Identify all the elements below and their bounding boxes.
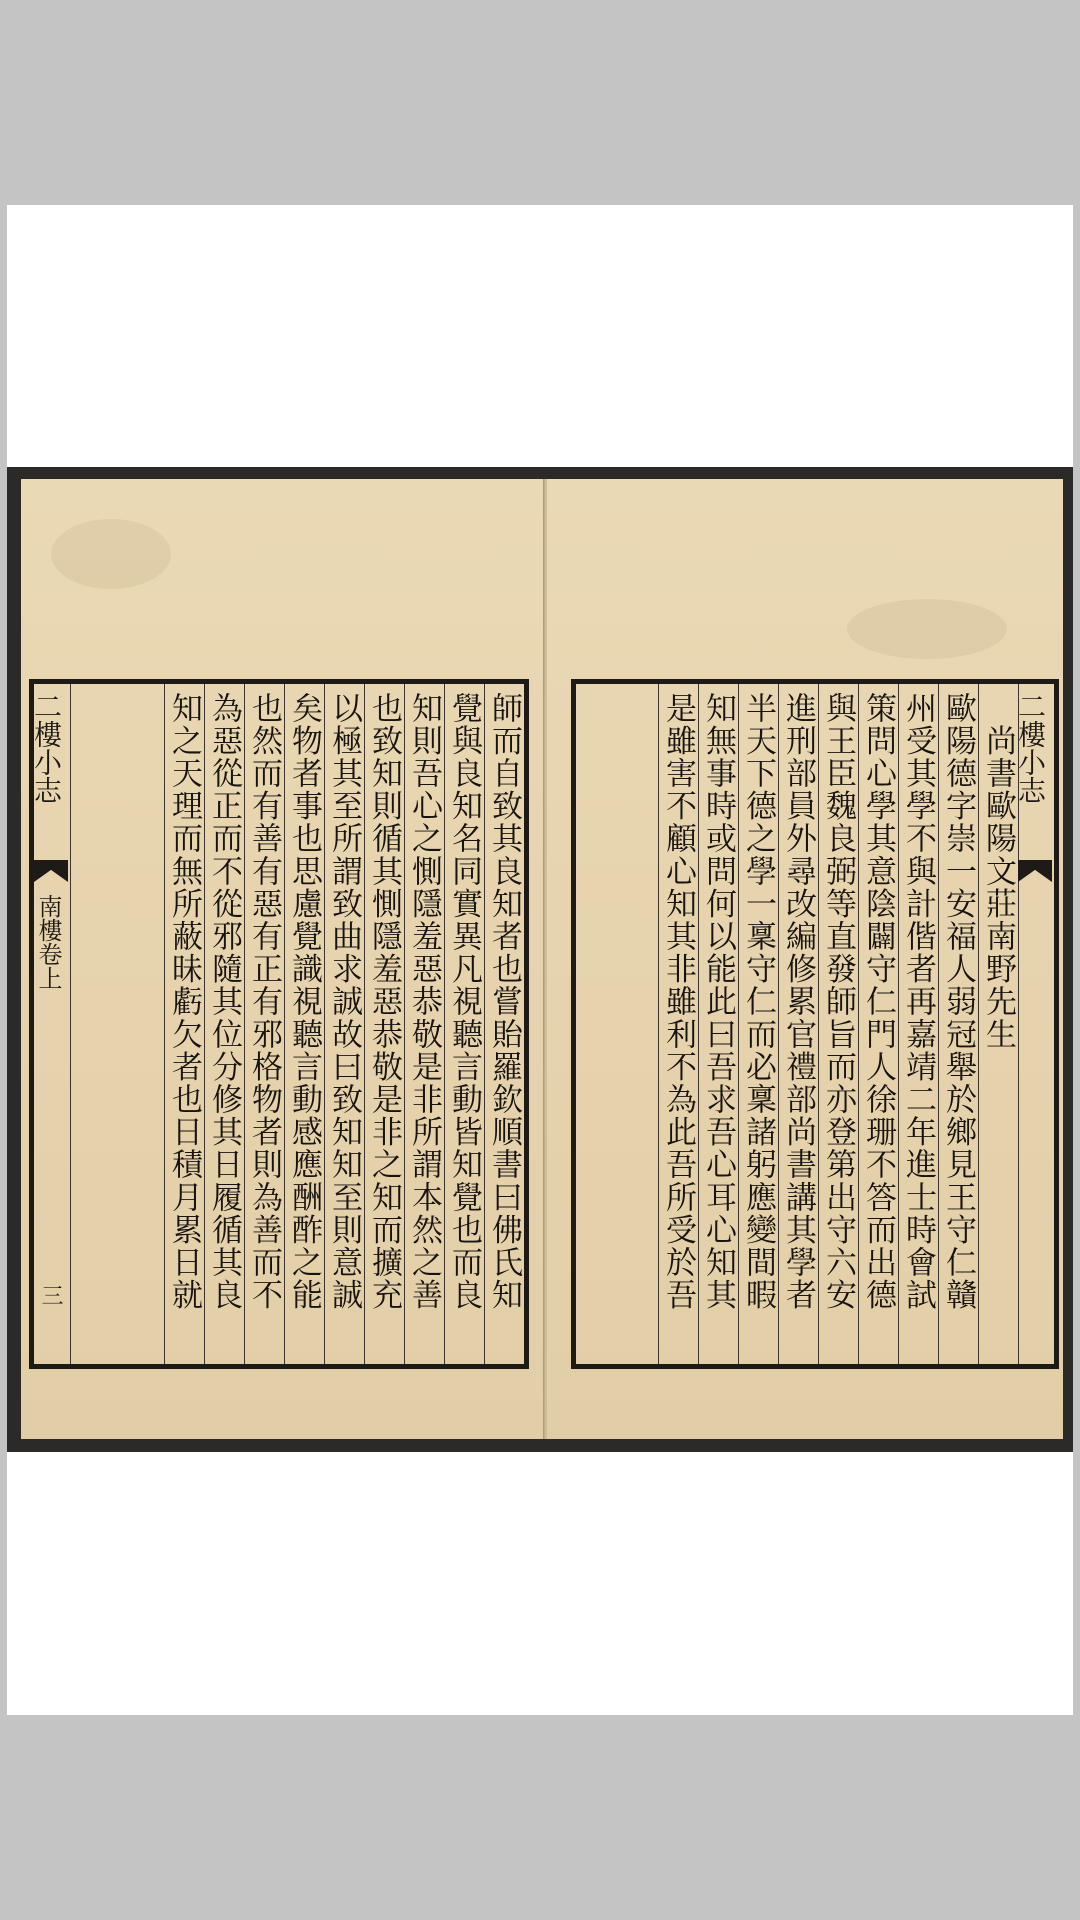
text-column: 策問心學其意陰闢守仁門人徐珊不答而出德 (860, 692, 896, 1312)
margin-rule (70, 684, 71, 1364)
fishtail-mark (1018, 860, 1052, 882)
column-rule (778, 684, 779, 1364)
column-rule (858, 684, 859, 1364)
open-book-scan (7, 467, 1073, 1452)
column-rule (698, 684, 699, 1364)
margin-volume-label: 南樓卷上 (34, 894, 62, 990)
text-column: 也然而有善有惡有正有邪格物者則為善而不 (246, 692, 282, 1312)
right-text-frame (571, 679, 1059, 1369)
column-rule (938, 684, 939, 1364)
column-rule (978, 684, 979, 1364)
margin-page-number: 三 (38, 1284, 63, 1306)
column-rule (738, 684, 739, 1364)
column-rule (444, 684, 445, 1364)
text-column: 州受其學不與計偕者再嘉靖二年進士時會試 (900, 692, 936, 1312)
column-rule (324, 684, 325, 1364)
column-rule (204, 684, 205, 1364)
column-rule (818, 684, 819, 1364)
text-column: 知則吾心之惻隱羞惡恭敬是非所謂本然之善 (406, 692, 442, 1312)
column-rule (284, 684, 285, 1364)
fishtail-mark (34, 860, 68, 882)
text-column: 與王臣魏良弼等直發師旨而亦登第出守六安 (820, 692, 856, 1312)
text-column: 進刑部員外尋改編修累官禮部尚書講其學者 (780, 692, 816, 1312)
margin-book-title: 二樓小志 (30, 692, 63, 804)
text-column: 也致知則循其惻隱羞惡恭敬是非之知而擴充 (366, 692, 402, 1312)
text-column: 覺與良知名同實異凡視聽言動皆知覺也而良 (446, 692, 482, 1312)
text-column: 以極其至所謂致曲求誠故曰致知知至則意誠 (326, 692, 362, 1312)
paper-stain (51, 519, 171, 589)
left-page (21, 479, 545, 1439)
paper-stain (847, 599, 1007, 659)
margin-book-title: 二樓小志 (1014, 692, 1047, 804)
text-column: 半天下德之學一稟守仁而必稟諸躬應變間暇 (740, 692, 776, 1312)
text-column: 是雖害不顧心知其非雖利不為此吾所受於吾 (660, 692, 696, 1312)
text-column: 為惡從正而不從邪隨其位分修其日履循其良 (206, 692, 242, 1312)
left-text-frame (29, 679, 529, 1369)
right-page (547, 479, 1063, 1439)
column-rule (244, 684, 245, 1364)
column-rule (364, 684, 365, 1364)
text-column: 歐陽德字崇一安福人弱冠舉於鄉見王守仁贛 (940, 692, 976, 1312)
text-column: 師而自致其良知者也嘗貽羅欽順書曰佛氏知 (486, 692, 522, 1312)
column-rule (164, 684, 165, 1364)
column-rule (658, 684, 659, 1364)
text-column: 尚書歐陽文莊南野先生 (980, 692, 1016, 1051)
column-rule (484, 684, 485, 1364)
text-column: 知無事時或問何以能此曰吾求吾心耳心知其 (700, 692, 736, 1312)
text-column: 知之天理而無所蔽昧虧欠者也日積月累日就 (166, 692, 202, 1312)
column-rule (404, 684, 405, 1364)
column-rule (898, 684, 899, 1364)
text-column: 矣物者事也思慮覺識視聽言動感應酬酢之能 (286, 692, 322, 1312)
